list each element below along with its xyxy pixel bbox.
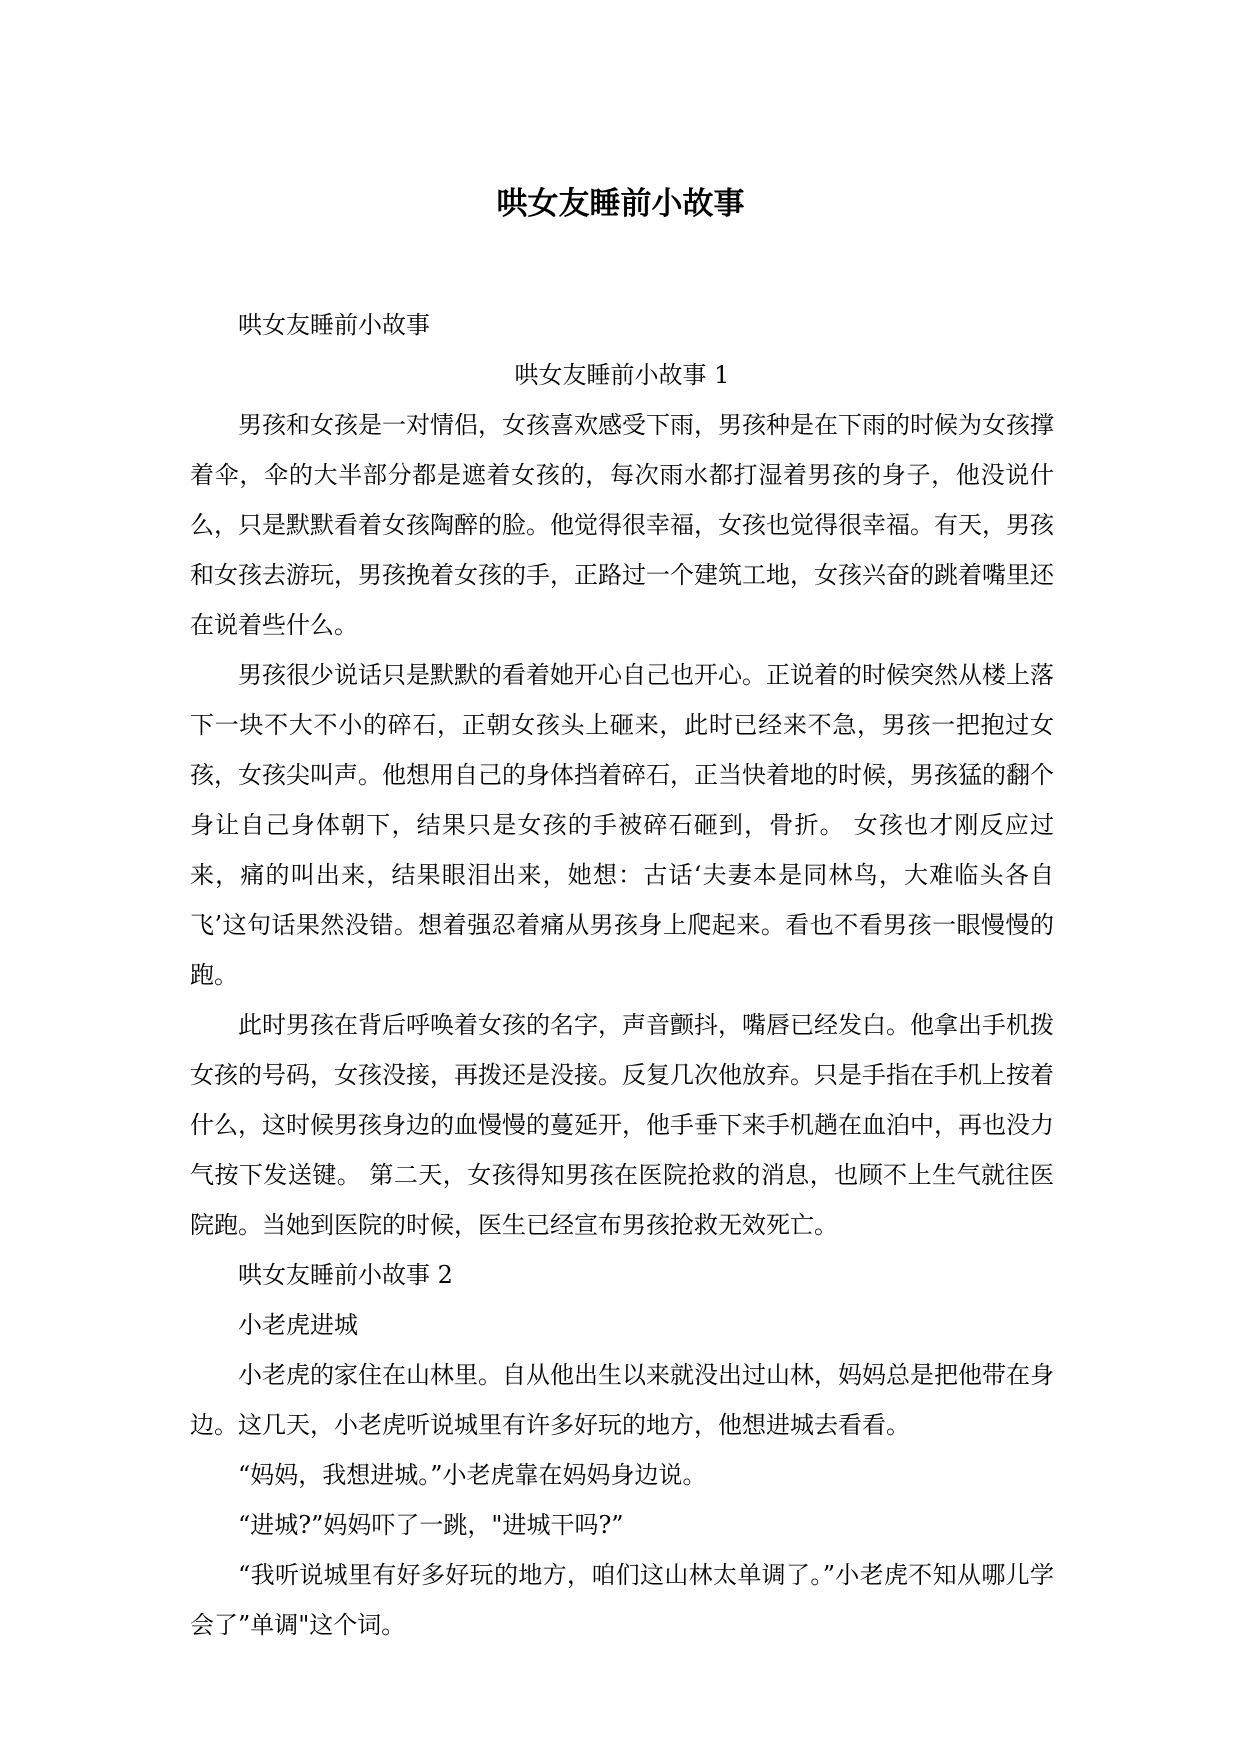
- paragraph: 小老虎的家住在山林里。自从他出生以来就没出过山林，妈妈总是把他带在身边。这几天，小老虎听说城里有许多好玩的地方，他想进城去看看。: [190, 1361, 1054, 1439]
- paragraph: 男孩很少说话只是默默的看着她开心自己也开心。正说着的时候突然从楼上落下一块不大不小的碎石，正朝女孩头上砸来，此时已经来不急，男孩一把抱过女孩，女孩尖叫声。他想用自己的身体挡着碎石，正当快着地的时候，男孩猛的翻个身让自己身体朝下，结果只是女孩的手被碎石砸到，骨折。 女孩也才刚反应过来，痛的叫出来，结果眼泪出来，她想：古话‘夫妻本是同林鸟，大难临头各自飞’这句话果然没错。想着强忍着痛从男孩身上爬起来。看也不看男孩一眼慢慢的跑。: [190, 661, 1054, 989]
- paragraph: 此时男孩在背后呼唤着女孩的名字，声音颤抖，嘴唇已经发白。他拿出手机拨女孩的号码，女孩没接，再拨还是没接。反复几次他放弃。只是手指在手机上按着什么，这时候男孩身边的血慢慢的蔓延开，他手垂下来手机趟在血泊中，再也没力气按下发送键。 第二天，女孩得知男孩在医院抢救的消息，也顾不上生气就往医院跑。当她到医院的时候，医生已经宣布男孩抢救无效死亡。: [190, 1011, 1054, 1239]
- section-heading-1: 哄女友睡前小故事 1: [514, 361, 730, 389]
- document-title: 哄女友睡前小故事: [496, 186, 745, 222]
- paragraph: “妈妈，我想进城。”小老虎靠在妈妈身边说。: [238, 1461, 707, 1489]
- story-title: 小老虎进城: [238, 1311, 358, 1339]
- document-body: [190, 300, 1054, 1650]
- paragraph: “进城?”妈妈吓了一跳，"进城干吗?”: [238, 1511, 624, 1539]
- paragraph-heading: 哄女友睡前小故事: [238, 311, 430, 339]
- paragraph: 男孩和女孩是一对情侣，女孩喜欢感受下雨，男孩种是在下雨的时候为女孩撑着伞，伞的大半部分都是遮着女孩的，每次雨水都打湿着男孩的身子，他没说什么，只是默默看着女孩陶醉的脸。他觉得很幸福，女孩也觉得很幸福。有天，男孩和女孩去游玩，男孩挽着女孩的手，正路过一个建筑工地，女孩兴奋的跳着嘴里还在说着些什么。: [190, 411, 1054, 639]
- section-heading-2: 哄女友睡前小故事 2: [238, 1261, 453, 1289]
- paragraph: “我听说城里有好多好玩的地方，咱们这山林太单调了。”小老虎不知从哪儿学会了”单调"这个词。: [190, 1561, 1054, 1639]
